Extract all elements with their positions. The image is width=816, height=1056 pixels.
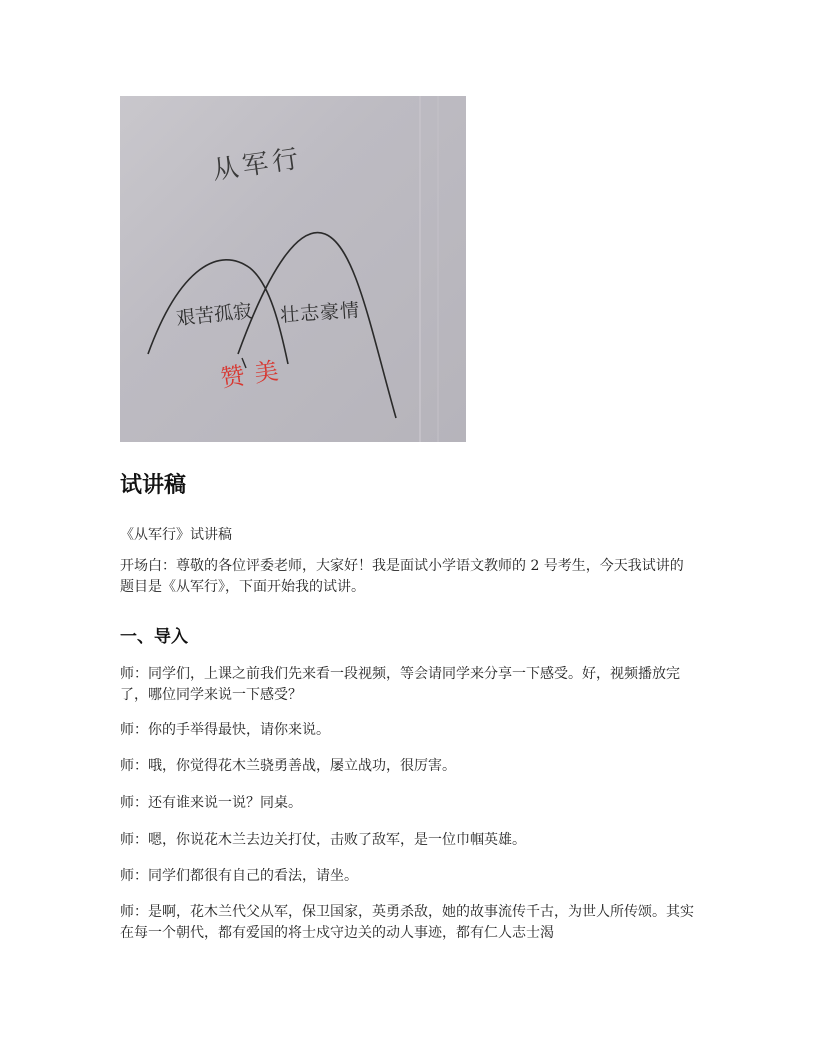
intro-paragraph: 开场白：尊敬的各位评委老师，大家好！我是面试小学语文教师的 2 号考生，今天我试讲的题目是《从军行》，下面开始我的试讲。: [120, 558, 684, 595]
dialogue-line: 师：哦，你觉得花木兰骁勇善战，屡立战功，很厉害。: [120, 758, 456, 774]
handwriting-red-label: 赞美: [218, 355, 290, 393]
dialogue-line: 师：同学们，上课之前我们先来看一段视频，等会请同学来分享一下感受。好，视频播放完了，哪位同学来说一下感受？: [120, 666, 680, 703]
section-heading-intro: 一、导入: [120, 627, 188, 647]
dialogue-line: 师：还有谁来说一说？同桌。: [120, 795, 302, 811]
dialogue-line: 师：嗯，你说花木兰去边关打仗，击败了敌军，是一位巾帼英雄。: [120, 832, 526, 848]
dialogue-line: 师：是啊，花木兰代父从军，保卫国家，英勇杀敌，她的故事流传千古，为世人所传颂。其实在每一个朝代，都有爱国的将士戍守边关的动人事迹，都有仁人志士渴: [120, 904, 694, 941]
dialogue-line: 师：你的手举得最快，请你来说。: [120, 722, 330, 738]
document-title: 试讲稿: [120, 473, 187, 498]
handwriting-right-label: 壮志豪情: [279, 299, 361, 327]
document-page: [120, 96, 696, 941]
handwriting-title: 从军行: [210, 143, 305, 187]
document-subtitle: 《从军行》试讲稿: [120, 527, 232, 543]
dialogue-line: 师：同学们都很有自己的看法，请坐。: [120, 868, 358, 884]
handwriting-left-label: 艰苦孤寂: [175, 300, 254, 330]
handwritten-diagram-photo: [120, 96, 466, 442]
